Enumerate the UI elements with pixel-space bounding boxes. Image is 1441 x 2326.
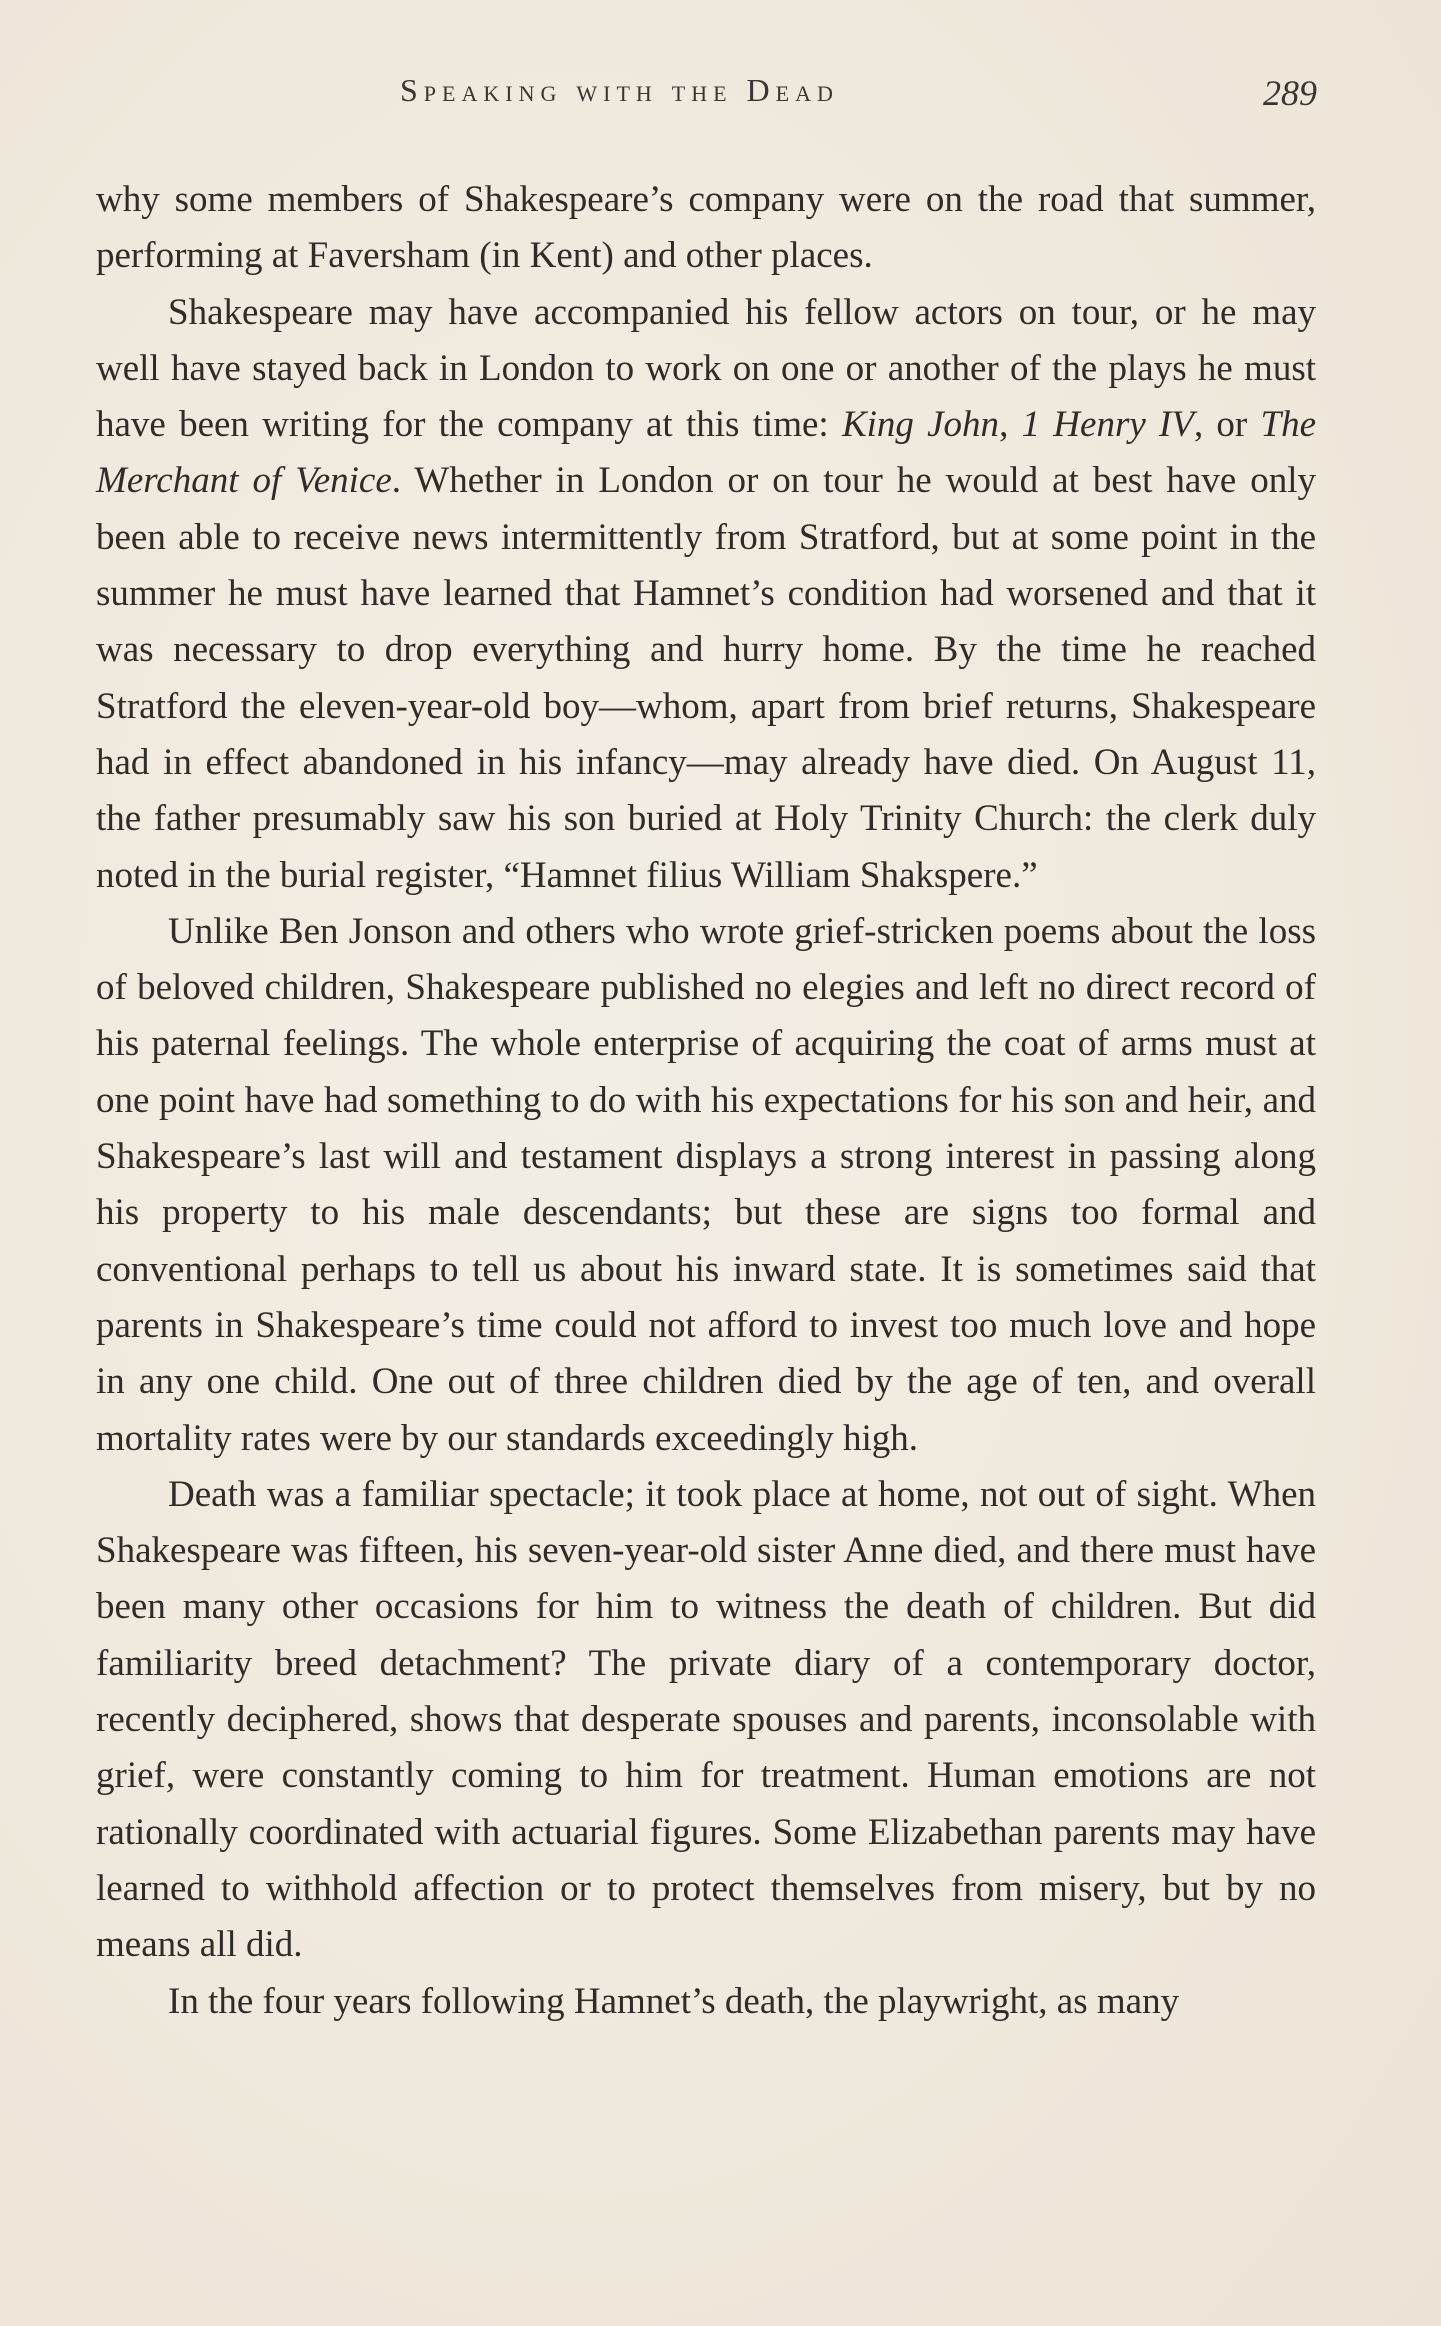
paragraph [96,904,1316,1467]
text-run: why some members of Shakespeare’s company were on the road that summer, performing at Faversham (in Kent) and other places. [96,179,1316,277]
italic-title: The Merchant of Venice [96,404,1316,502]
paragraph [96,1467,1316,1974]
text-run: Shakespeare may have accompanied his fellow actors on tour, or he may well have stayed back in London to work on one or another of the plays he must have been writing for the company at this time: [96,291,1316,446]
italic-title: King John [841,404,1000,446]
text-run: . Whether in London or on tour he would at best have only been able to receive news intermittently from Stratford, but at some point in the summer he must have learned that Hamnet’s condition had worsened and that it was necessary to drop everything and hurry home. By the time he reached Stratford the eleven-year-old boy—whom, apart from brief returns, Shakespeare had in effect abandoned in his infancy—may already have died. On August 11, the father presumably saw his son buried at Holy Trinity Church: the clerk duly noted in the burial register, “Hamnet filius William Shakspere.” [96,460,1316,896]
text-run: Death was a familiar spectacle; it took place at home, not out of sight. When Shakespeare was fifteen, his seven-year-old sister Anne died, and there must have been many other occasions for him to witness the death of children. But did familiarity breed detachment? The private diary of a contemporary doctor, recently deciphered, shows that desperate spouses and parents, inconsolable with grief, were constantly coming to him for treatment. Human emotions are not rationally coordinated with actuarial figures. Some Elizabethan parents may have learned to withhold affection or to protect themselves from misery, but by no means all did. [96,1473,1316,1966]
running-head [0,72,1441,122]
paragraph [96,172,1316,285]
text-run: Unlike Ben Jonson and others who wrote grief-stricken poems about the loss of beloved children, Shakespeare published no elegies and left no direct record of his paternal feelings. The whole enterprise of acquiring the coat of arms must at one point have had something to do with his expectations for his son and heir, and Shakespeare’s last will and testament displays a strong interest in passing along his property to his male descendants; but these are signs too formal and conventional perhaps to tell us about his inward state. It is sometimes said that parents in Shakespeare’s time could not afford to invest too much love and hope in any one child. One out of three children died by the age of ten, and overall mortality rates were by our standards exceedingly high. [96,910,1316,1459]
paragraph [96,1974,1316,2030]
running-head-title: Speaking with the Dead [400,72,839,108]
italic-title: 1 Henry IV [1021,404,1194,446]
text-run: , [999,404,1022,446]
text-run: , or [1193,404,1261,446]
text-run: In the four years following Hamnet’s death, the playwright, as many [168,1980,1180,2022]
body-text [96,172,1316,2030]
page-number: 289 [1263,73,1317,113]
paragraph [96,285,1316,904]
